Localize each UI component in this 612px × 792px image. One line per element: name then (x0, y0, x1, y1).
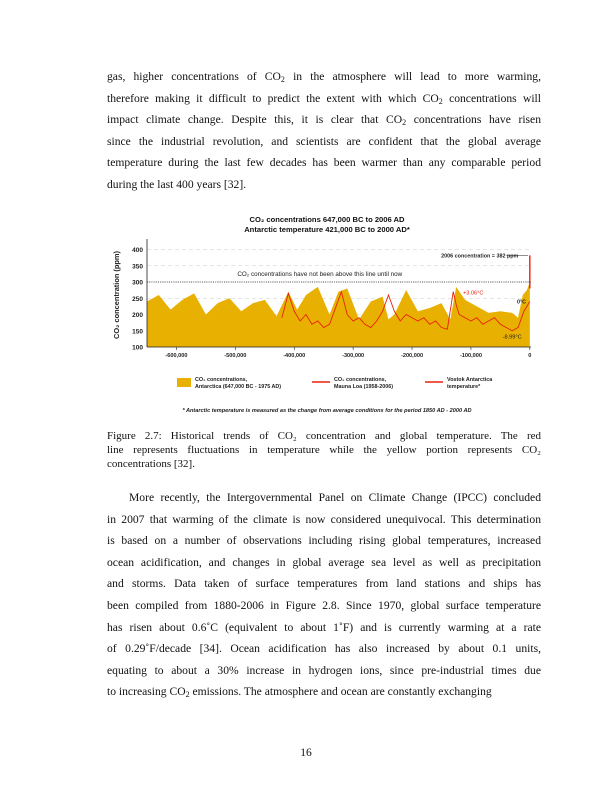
text-line: temperature during the last few decades has been warmer than any comparable period (107, 156, 541, 170)
figure-title-line2: Antarctic temperature 421,000 BC to 2000 AD* (244, 225, 410, 234)
x-tick-label: -100,000 (459, 353, 482, 359)
threshold-note: CO₂ concentrations have not been above this line until now (237, 271, 403, 278)
temp-high-label: +3.06°C (463, 290, 484, 297)
legend-label-line1: CO₂ concentrations, (334, 377, 387, 383)
legend-label-line2: temperature* (447, 384, 481, 390)
caption-line3: concentrations [32]. (107, 458, 195, 471)
figure-co2-temperature (107, 213, 547, 423)
text-line: impact climate change. Despite this, it is clear that $CO_2$ concentrations have risen (107, 113, 541, 128)
y-tick-label: 150 (132, 328, 143, 336)
legend-label-line1: CO₂ concentrations, (195, 377, 248, 383)
text-line: gas, higher concentrations of $CO_2$ in the atmosphere will lead to more warming, (107, 70, 541, 84)
temp-zero-label: 0°C (517, 299, 527, 306)
text-line: is based on a number of observations including rising global temperatures, increased (107, 534, 541, 548)
text-line: been compiled from 1880-2006 in Figure 2.8. Since 1970, global surface temperature (107, 598, 541, 612)
figure-footnote: * Antarctic temperature is measured as the change from average conditions for the period 1850 AD - 2000 AD (182, 408, 472, 414)
x-tick-label: -200,000 (400, 353, 424, 359)
concentration-2006-label: 2006 concentration = 382 ppm (441, 253, 519, 260)
text-line: ocean acidification, and changes in global average sea level as well as precipitation (107, 555, 541, 569)
legend-swatch-co2-antarctica (177, 378, 191, 387)
text-line: during the last 400 years [32]. (107, 177, 247, 191)
legend-label-line1: Vostok Antarctica (447, 377, 493, 383)
text-line: More recently, the Intergovernmental Panel on Climate Change (IPCC) concluded (129, 491, 541, 504)
text-line: of 0.29˚F/decade [34]. Ocean acidification has also increased by about 0.1 units, (107, 642, 541, 656)
text-line: to increasing $CO_2$ emissions. The atmosphere and ocean are constantly exchanging (107, 685, 492, 700)
y-tick-label: 300 (132, 279, 143, 287)
y-axis-label: CO₂ concentration (ppm) (112, 251, 121, 339)
y-tick-label: 100 (132, 344, 143, 352)
temp-low-label: -8.99°C (502, 334, 522, 341)
y-tick-label: 400 (132, 247, 143, 254)
text-line: since the industrial revolution, and scientists are confident that the global average (107, 134, 541, 148)
legend-label-line2: Antarctica (647,000 BC - 1975 AD) (195, 384, 282, 390)
text-line: equating to about a 30% increase in hydrogen ions, since pre-industrial times due (107, 663, 541, 677)
text-line: and storms. Data taken of surface temperatures from land stations and ships has (107, 577, 541, 591)
x-tick-label: -400,000 (283, 353, 306, 359)
page-number: 16 (300, 746, 312, 759)
paragraph-top (107, 66, 541, 196)
x-tick-label: 0 (528, 353, 532, 359)
caption-line2: line represents fluctuations in temperature while the yellow portion represents CO₂ (107, 444, 541, 457)
x-tick-label: -300,000 (342, 353, 365, 359)
legend-label-line2: Mauna Loa (1958-2006) (334, 384, 394, 390)
y-tick-label: 350 (132, 263, 143, 271)
caption-line1: Figure 2.7: Historical trends of CO₂ concentration and global temperature. The red (107, 430, 541, 442)
x-tick-label: -600,000 (165, 353, 188, 359)
text-line: in 2007 that warming of the climate is now considered unequivocal. This determination (107, 512, 541, 526)
text-line: has risen about 0.6˚C (equivalent to about 1˚F) and is currently warming at a rate (107, 620, 541, 634)
figure-title-line1: CO₂ concentrations 647,000 BC to 2006 AD (249, 215, 405, 224)
text-line: therefore making it difficult to predict the extent with which $CO_2$ concentrations will (107, 91, 541, 106)
paragraph-ipcc (107, 487, 541, 703)
y-tick-label: 250 (132, 295, 143, 303)
chart-svg (107, 213, 547, 423)
x-tick-label: -500,000 (224, 353, 247, 359)
figure-caption (107, 429, 541, 472)
y-tick-label: 200 (132, 312, 143, 319)
